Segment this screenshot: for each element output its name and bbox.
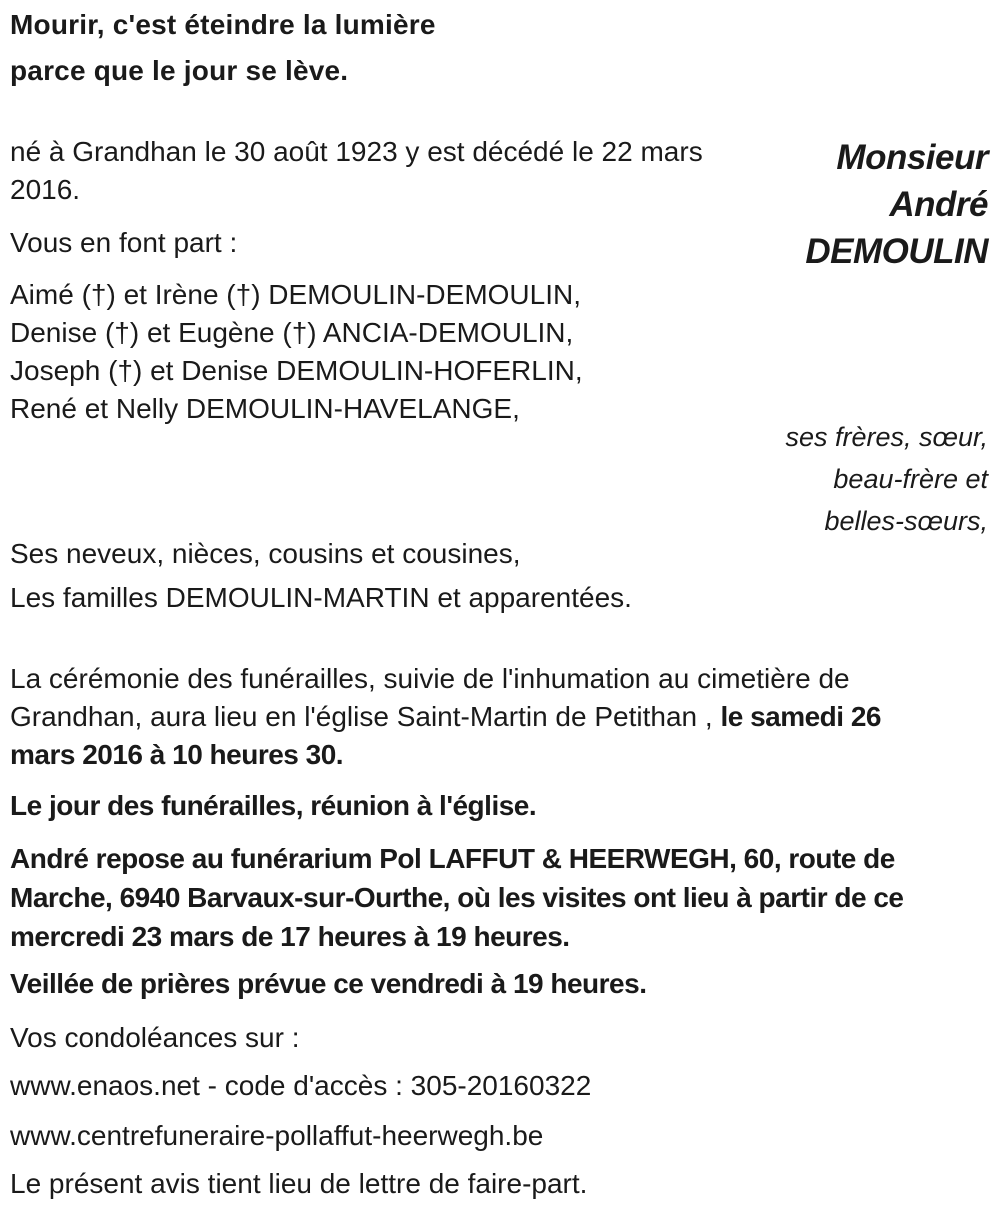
relationship-line: beau-frère et — [833, 464, 988, 494]
repose-line: Marche, 6940 Barvaux-sur-Ourthe, où les visites ont lieu à partir de ce — [10, 882, 904, 913]
mourner-line: Aimé (†) et Irène (†) DEMOULIN-DEMOULIN, — [10, 279, 581, 310]
closing-notice-text: Le présent avis tient lieu de lettre de faire-part. — [10, 1168, 588, 1199]
epitaph — [10, 2, 990, 94]
deceased-name-block — [805, 134, 988, 275]
announcement-intro-text: Vous en font part : — [10, 227, 238, 258]
funeral-day-note — [10, 787, 990, 825]
condolences-intro — [10, 1019, 990, 1057]
relationship-line: belles-sœurs, — [824, 506, 988, 536]
condolences-intro-text: Vos condoléances sur : — [10, 1022, 300, 1053]
deceased-last-name: DEMOULIN — [805, 232, 988, 271]
epitaph-line-1: Mourir, c'est éteindre la lumière — [10, 9, 436, 40]
ceremony-time-bold: mars 2016 à 10 heures 30. — [10, 739, 344, 770]
repose-line: André repose au funérarium Pol LAFFUT & HEERWEGH, 60, route de — [10, 843, 895, 874]
funeral-home-website-line — [10, 1117, 990, 1155]
ceremony-line-1: La cérémonie des funérailles, suivie de l'inhumation au cimetière de — [10, 663, 850, 694]
vigil-note — [10, 965, 990, 1003]
mourner-line: Denise (†) et Eugène (†) ANCIA-DEMOULIN, — [10, 317, 574, 348]
mourner-line: René et Nelly DEMOULIN-HAVELANGE, — [10, 393, 520, 424]
mourners-list — [10, 276, 990, 428]
ceremony-paragraph — [10, 660, 990, 774]
ceremony-line-2 — [10, 698, 990, 736]
ceremony-date-bold: le samedi 26 — [720, 701, 881, 732]
epitaph-line-2: parce que le jour se lève. — [10, 55, 349, 86]
funeral-day-text: Le jour des funérailles, réunion à l'église. — [10, 790, 537, 821]
birth-death-line-1: né à Grandhan le 30 août 1923 y est décédé le 22 mars — [10, 136, 703, 167]
funeral-home-website-text: www.centrefuneraire-pollaffut-heerwegh.be — [10, 1120, 544, 1151]
extended-family-block — [10, 532, 990, 620]
ceremony-line-2-regular: Grandhan, aura lieu en l'église Saint-Martin de Petithan , — [10, 701, 721, 732]
birth-death-line-2: 2016. — [10, 174, 81, 205]
mourner-line: Joseph (†) et Denise DEMOULIN-HOFERLIN, — [10, 355, 583, 386]
extended-family-line: Ses neveux, nièces, cousins et cousines, — [10, 538, 521, 569]
closing-notice — [10, 1165, 990, 1203]
deceased-first-name: André — [889, 185, 988, 224]
enaos-access-line — [10, 1067, 990, 1105]
repose-line: mercredi 23 mars de 17 heures à 19 heures. — [10, 921, 570, 952]
deceased-honorific: Monsieur — [836, 138, 988, 177]
vigil-text: Veillée de prières prévue ce vendredi à 19 heures. — [10, 968, 647, 999]
relationship-line: ses frères, sœur, — [785, 422, 988, 452]
relationship-block — [785, 416, 988, 542]
extended-family-line: Les familles DEMOULIN-MARTIN et apparentées. — [10, 582, 632, 613]
enaos-access-text: www.enaos.net - code d'accès : 305-20160322 — [10, 1070, 592, 1101]
birth-death-paragraph — [10, 133, 780, 209]
repose-paragraph — [10, 839, 990, 956]
